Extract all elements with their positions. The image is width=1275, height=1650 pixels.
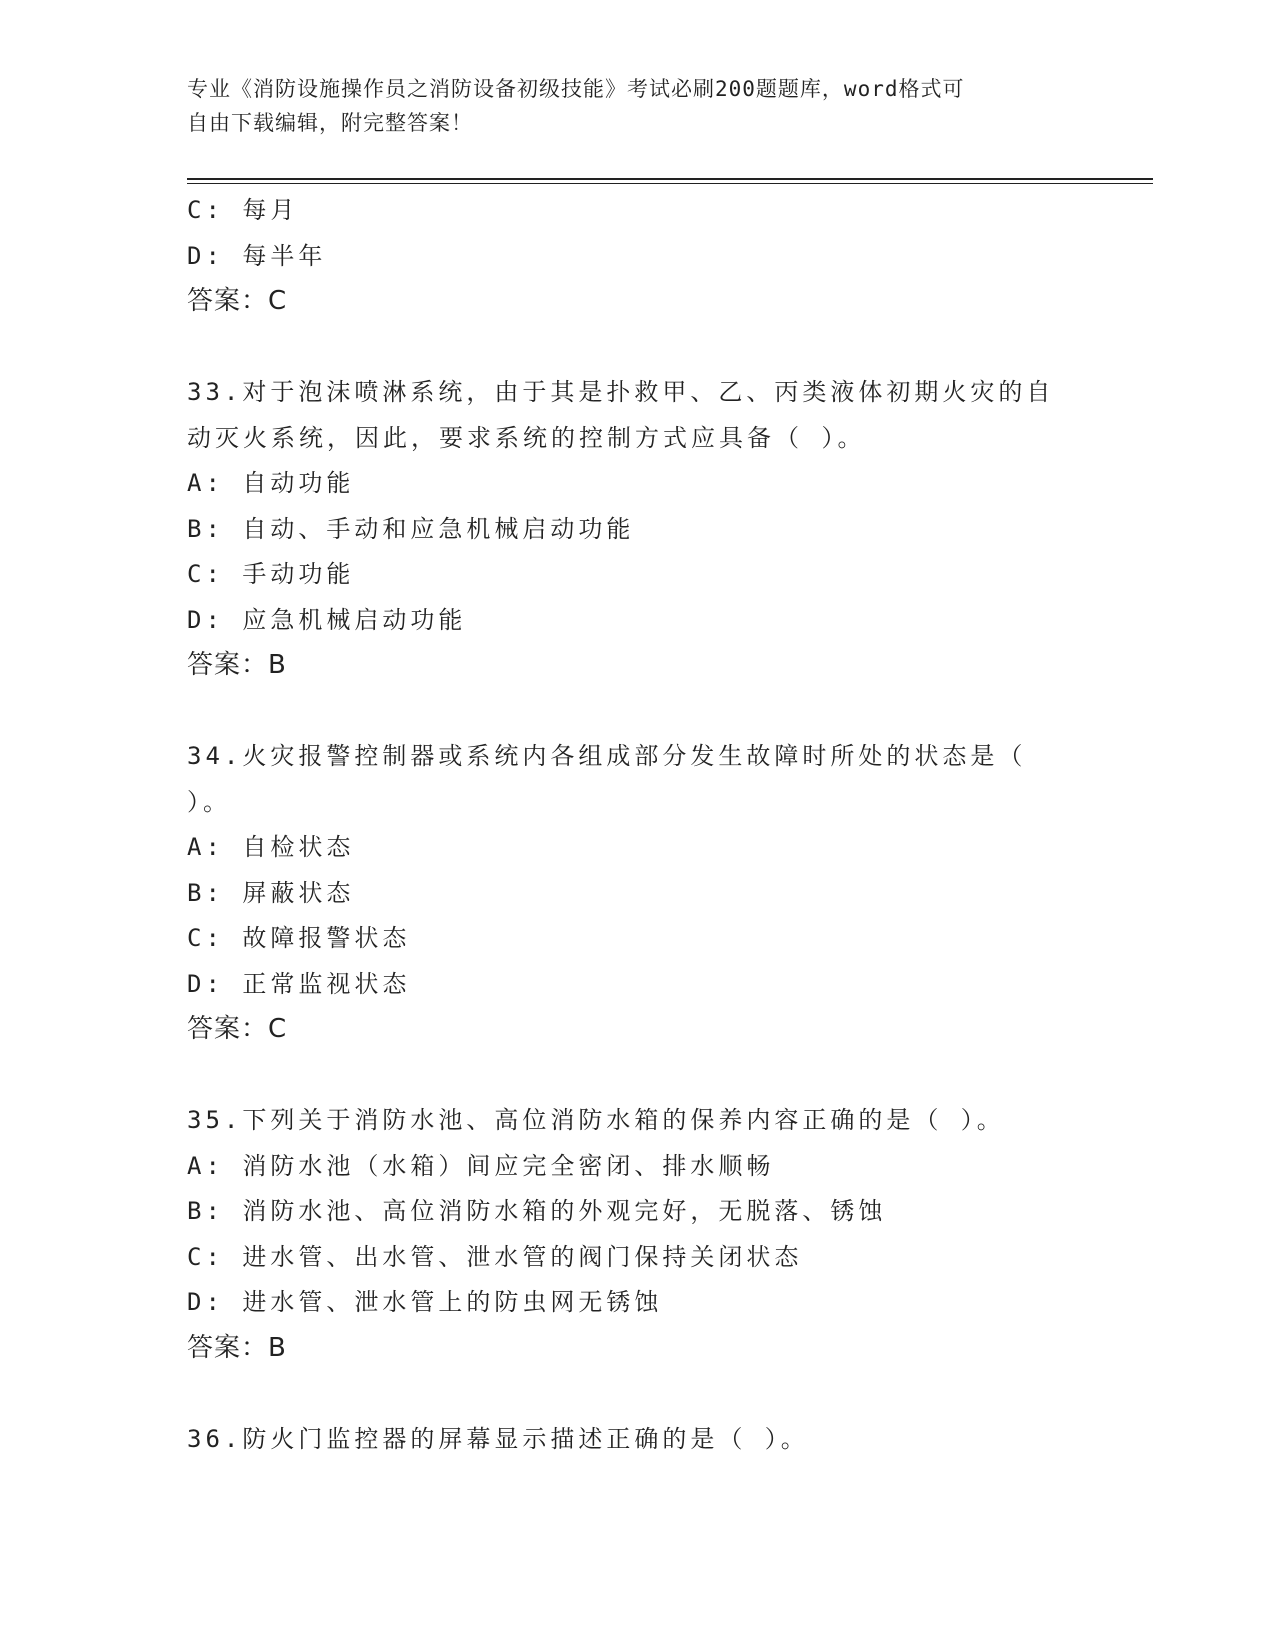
option-b: B: 自动、手动和应急机械启动功能 <box>187 514 635 543</box>
question-stem: 33.对于泡沫喷淋系统，由于其是扑救甲、乙、丙类液体初期火灾的自 <box>187 378 1055 406</box>
spacer <box>187 1371 1147 1417</box>
question-33 <box>187 370 1147 689</box>
option-d: D: 每半年 <box>187 241 327 270</box>
option-c: C: 每月 <box>187 196 299 224</box>
question-35 <box>187 1098 1147 1371</box>
document-header <box>187 72 1087 140</box>
question-32-tail <box>187 188 1147 325</box>
header-line-2: 自由下载编辑，附完整答案！ <box>187 111 473 135</box>
spacer <box>187 1053 1147 1099</box>
option-d: D: 进水管、泄水管上的防虫网无锈蚀 <box>187 1288 663 1316</box>
question-stem-continued: ）。 <box>187 787 231 816</box>
spacer <box>187 689 1147 735</box>
option-c: C: 手动功能 <box>187 560 355 588</box>
question-stem: 35.下列关于消防水池、高位消防水箱的保养内容正确的是（ ）。 <box>187 1106 1005 1134</box>
question-36 <box>187 1417 1147 1463</box>
answer-label: 答案：C <box>187 286 288 316</box>
option-a: A: 消防水池（水箱）间应完全密闭、排水顺畅 <box>187 1151 775 1180</box>
option-c: C: 进水管、出水管、泄水管的阀门保持关闭状态 <box>187 1242 803 1271</box>
header-rule-thin <box>187 183 1153 184</box>
question-stem: 34.火灾报警控制器或系统内各组成部分发生故障时所处的状态是（ <box>187 742 1027 770</box>
option-b: B: 屏蔽状态 <box>187 878 355 907</box>
option-c: C: 故障报警状态 <box>187 924 411 952</box>
option-b: B: 消防水池、高位消防水箱的外观完好，无脱落、锈蚀 <box>187 1197 887 1225</box>
spacer <box>187 325 1147 371</box>
answer-label: 答案：B <box>187 1332 287 1363</box>
question-stem: 36.防火门监控器的屏幕显示描述正确的是（ ）。 <box>187 1424 809 1453</box>
option-a: A: 自动功能 <box>187 469 355 497</box>
header-line-1: 专业《消防设施操作员之消防设备初级技能》考试必刷200题题库，word格式可 <box>187 77 965 101</box>
option-a: A: 自检状态 <box>187 833 355 861</box>
question-list <box>187 188 1147 1462</box>
option-d: D: 正常监视状态 <box>187 969 411 998</box>
option-d: D: 应急机械启动功能 <box>187 605 467 634</box>
header-rule-thick <box>187 178 1153 180</box>
answer-label: 答案：C <box>187 1014 288 1044</box>
question-34 <box>187 734 1147 1053</box>
answer-label: 答案：B <box>187 650 287 680</box>
question-stem-continued: 动灭火系统，因此，要求系统的控制方式应具备（ ）。 <box>187 423 866 452</box>
